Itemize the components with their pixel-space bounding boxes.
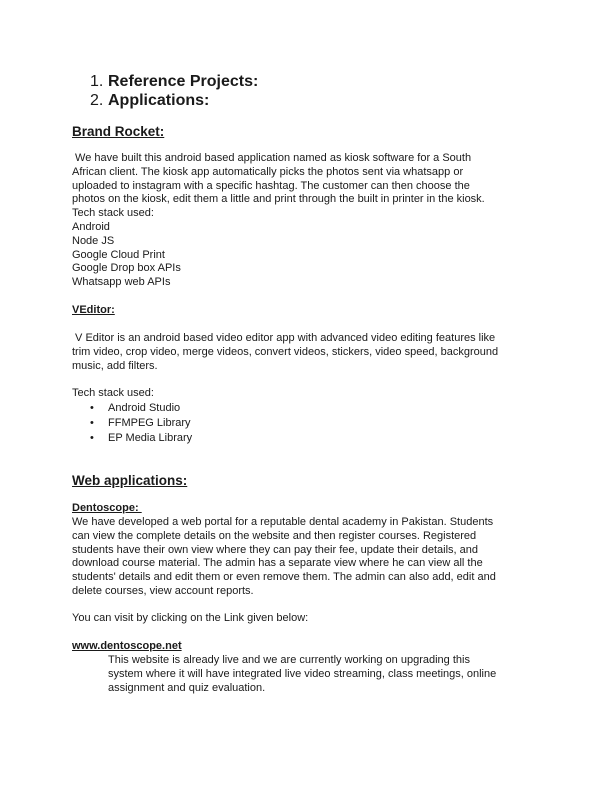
description-line: can view the complete details on the website and then register courses. Registered bbox=[72, 529, 477, 542]
description-line: trim video, crop video, merge videos, convert videos, stickers, video speed, background bbox=[72, 345, 499, 358]
description-line: students' details and edit them or even remove them. The admin can also add, edit and bbox=[72, 571, 496, 584]
dentoscope-title: Dentoscope: bbox=[72, 502, 142, 514]
tech-stack-label: Tech stack used: bbox=[72, 207, 154, 220]
heading-number: 1. bbox=[90, 73, 104, 90]
heading-label: Reference Projects: bbox=[108, 73, 259, 90]
description-line: download course material. The admin has a separate view where he can view all the bbox=[72, 557, 483, 570]
tech-item: Node JS bbox=[72, 234, 115, 247]
description-line: students have their own view where they can pay their fee, update their details, and bbox=[72, 543, 479, 556]
veditor-description bbox=[72, 332, 498, 373]
note-line: system where it will have integrated live video streaming, class meetings, online bbox=[108, 667, 497, 680]
dentoscope-link[interactable]: www.dentoscope.net bbox=[72, 640, 182, 652]
description-line: African client. The kiosk app automatically picks the photos sent via whatsapp or bbox=[72, 165, 464, 178]
visit-text: You can visit by clicking on the Link given below: bbox=[72, 612, 309, 624]
note-line: assignment and quiz evaluation. bbox=[108, 681, 266, 694]
description-line: We have developed a web portal for a reputable dental academy in Pakistan. Students bbox=[72, 516, 494, 528]
brand-rocket-title: Brand Rocket: bbox=[72, 124, 165, 139]
tech-item: Android bbox=[72, 220, 110, 233]
heading-number: 2. bbox=[90, 92, 104, 109]
description-line: uploaded to instagram with a specific hashtag. The customer can then choose the bbox=[72, 179, 470, 192]
veditor-title: VEditor: bbox=[72, 304, 115, 316]
description-line: photos on the kiosk, edit them a little and print through the built in printer in the kiosk. bbox=[72, 193, 485, 206]
heading-label: Applications: bbox=[108, 92, 210, 109]
tech-item: • Android Studio bbox=[72, 401, 192, 416]
note-line: This website is already live and we are currently working on upgrading this bbox=[108, 654, 470, 666]
dentoscope-note bbox=[108, 654, 496, 695]
brand-rocket-description bbox=[72, 152, 485, 290]
tech-item: • FFMPEG Library bbox=[72, 416, 192, 431]
dentoscope-description bbox=[72, 516, 496, 599]
description-line: delete courses, view account reports. bbox=[72, 584, 254, 597]
veditor-tech-list bbox=[72, 401, 192, 446]
veditor-tech-stack-label: Tech stack used: bbox=[72, 387, 154, 399]
tech-item: • EP Media Library bbox=[72, 431, 192, 446]
description-line: We have built this android based application named as kiosk software for a South bbox=[72, 152, 472, 164]
description-line: V Editor is an android based video editor app with advanced video editing features like bbox=[72, 332, 496, 344]
tech-item: Whatsapp web APIs bbox=[72, 276, 171, 289]
tech-item: Google Cloud Print bbox=[72, 248, 165, 261]
heading-applications bbox=[90, 92, 209, 110]
tech-item: Google Drop box APIs bbox=[72, 262, 181, 275]
description-line: music, add filters. bbox=[72, 359, 158, 372]
heading-reference-projects bbox=[90, 73, 258, 91]
web-applications-title: Web applications: bbox=[72, 473, 188, 488]
